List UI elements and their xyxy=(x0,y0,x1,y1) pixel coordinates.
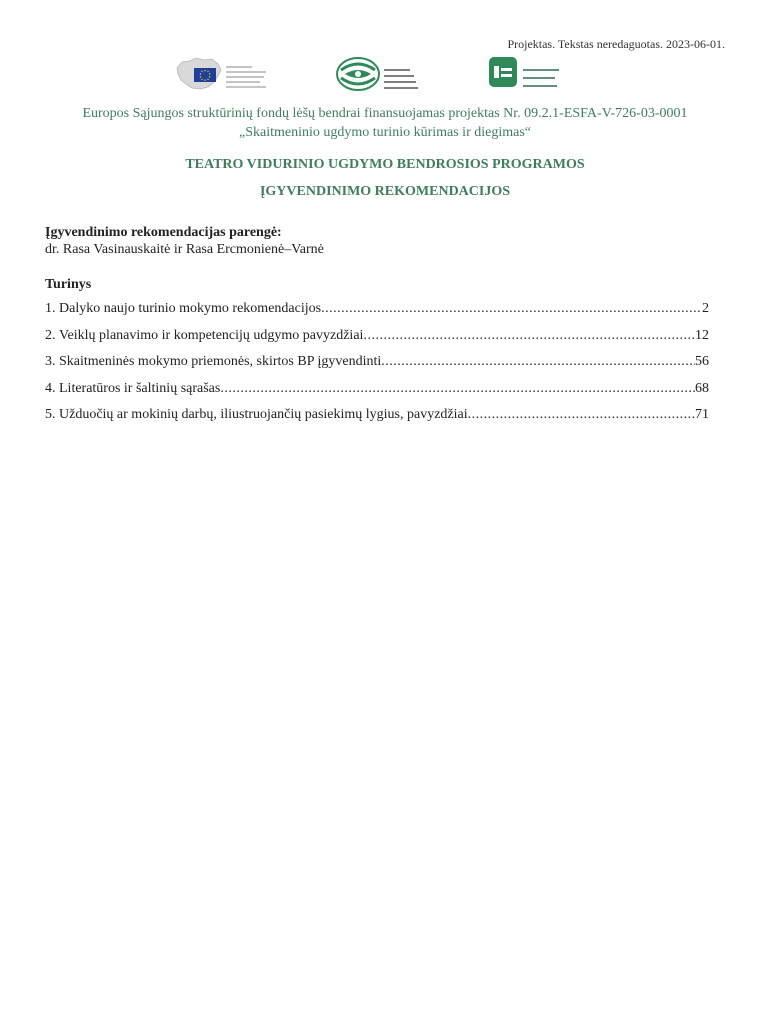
toc-entry-number: 3. xyxy=(45,354,59,369)
toc-entry-page: 68 xyxy=(695,380,709,396)
toc-entry-title: Skaitmeninės mokymo priemonės, skirtos BP įgyvendinti xyxy=(59,354,382,369)
toc-entry-page: 12 xyxy=(695,327,709,343)
toc-entry-number: 4. xyxy=(45,380,59,396)
table-of-contents xyxy=(45,301,709,434)
project-name-line: „Skaitmeninio ugdymo turinio kūrimas ir diegimas“ xyxy=(238,125,531,140)
nsa-caption-lines-icon xyxy=(523,67,569,91)
toc-dot-leader xyxy=(363,328,695,344)
nsa-logo-caption xyxy=(523,61,579,93)
toc-dot-leader xyxy=(321,301,702,317)
toc-entry-title: Užduočių ar mokinių darbų, iliustruojančių pasiekimų lygius, pavyzdžiai xyxy=(59,407,468,422)
toc-dot-leader xyxy=(220,381,695,397)
eu-funds-logo-icon xyxy=(174,56,272,92)
toc-entry-page: 2 xyxy=(702,301,709,316)
toc-dot-leader xyxy=(468,407,695,423)
ministry-logo-caption xyxy=(384,61,428,95)
eu-logo-caption-lines-icon xyxy=(226,65,270,91)
toc-heading: Turinys xyxy=(45,277,92,292)
document-title-line1: TEATRO VIDURINIO UGDYMO BENDROSIOS PROGRAMOS xyxy=(185,157,585,172)
toc-entry-page: 71 xyxy=(695,407,709,422)
nsa-badge-icon xyxy=(488,56,518,88)
toc-entry-page: 56 xyxy=(695,354,709,369)
eu-logo-caption xyxy=(226,59,278,93)
toc-entry-number: 2. xyxy=(45,327,59,343)
ministry-caption-lines-icon xyxy=(384,67,424,93)
nsa-logo-icon xyxy=(488,56,578,92)
toc-entry-title: Dalyko naujo turinio mokymo rekomendacijos xyxy=(59,301,322,316)
authors-names: dr. Rasa Vasinauskaitė ir Rasa Ercmonienė–Varnė xyxy=(45,242,324,257)
ministry-logo-icon xyxy=(335,56,425,92)
toc-entry[interactable] xyxy=(45,328,709,355)
toc-entry-number: 1. xyxy=(45,301,59,316)
authors-label: Įgyvendinimo rekomendacijas parengė: xyxy=(45,225,282,240)
toc-entry[interactable] xyxy=(45,301,709,328)
logo-strip xyxy=(170,56,590,96)
toc-entry-number: 5. xyxy=(45,407,59,422)
eu-map-flag-icon xyxy=(174,56,224,90)
toc-dot-leader xyxy=(381,354,695,370)
toc-entry[interactable] xyxy=(45,407,709,434)
toc-entry[interactable] xyxy=(45,381,709,408)
toc-entry-title: Literatūros ir šaltinių sąrašas xyxy=(59,380,221,396)
document-title-line2: ĮGYVENDINIMO REKOMENDACIJOS xyxy=(259,184,511,199)
draft-note: Projektas. Tekstas neredaguotas. 2023-06-01. xyxy=(507,37,725,51)
toc-entry[interactable] xyxy=(45,354,709,381)
toc-entry-title: Veiklų planavimo ir kompetencijų udgymo pavyzdžiai xyxy=(59,327,364,343)
ministry-emblem-icon xyxy=(335,56,381,92)
project-funding-line: Europos Sąjungos struktūrinių fondų lėšų bendrai finansuojamas projektas Nr. 09.2.1-ESFA-V-726-03-0001 xyxy=(82,106,688,121)
